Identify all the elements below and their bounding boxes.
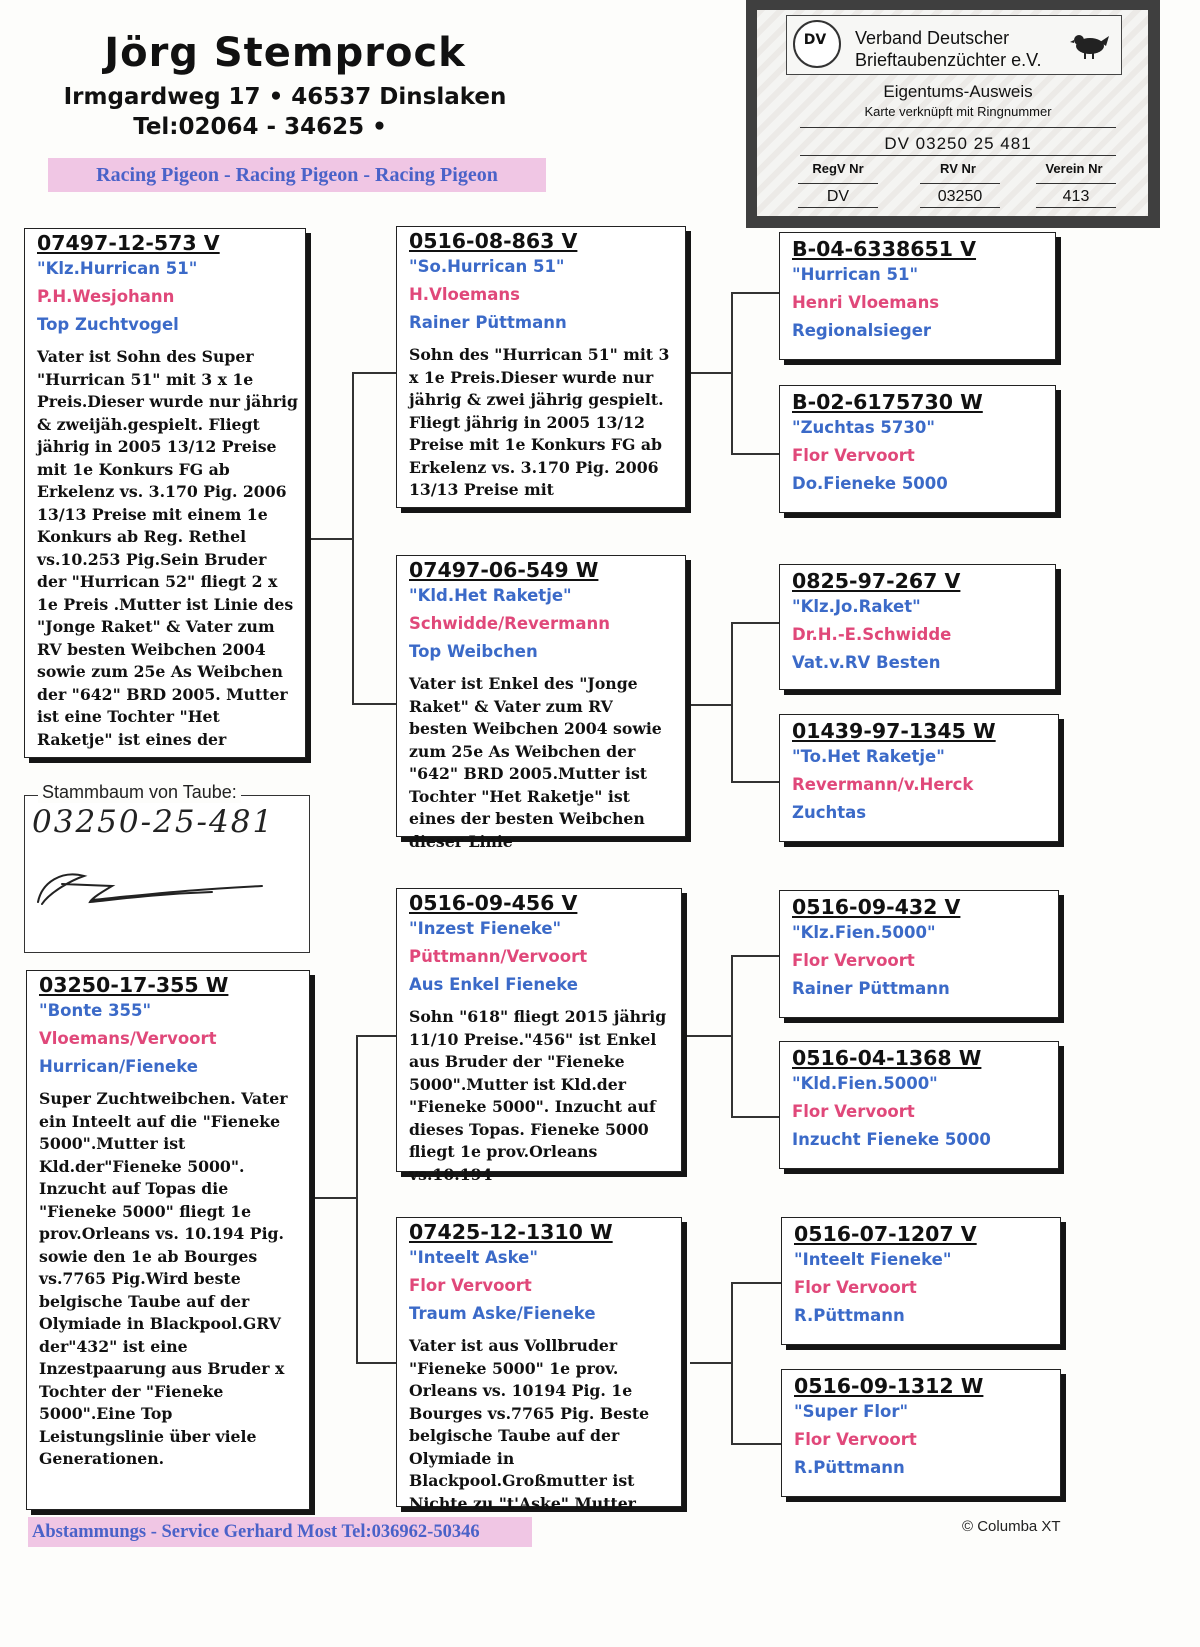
- connector-line: [356, 1035, 358, 1363]
- pigeon-name: "Inteelt Fieneke": [794, 1250, 952, 1269]
- org-name-line1: Verband Deutscher: [855, 28, 1010, 48]
- pedigree-box-dam: [26, 970, 310, 1510]
- stammbaum-label: Stammbaum von Taube:: [38, 782, 241, 803]
- copyright-notice: © Columba XT: [962, 1518, 1061, 1535]
- pigeon-note: Vat.v.RV Besten: [792, 653, 941, 672]
- connector-line: [731, 1282, 733, 1444]
- pigeon-icon: [1070, 26, 1110, 62]
- verein-value: 413: [1062, 188, 1090, 205]
- connector-line: [731, 955, 779, 957]
- pigeon-description: Sohn des "Hurrican 51" mit 3 x 1e Preis.Dieser wurde nur jährig & zwei jährig gespielt. Fliegt jährig in 2005 13/12 Preise mit 1e Konkurs FG ab Erkelenz vs. 3.170 Pig. 2006 13/13 Preise mit: [409, 345, 670, 499]
- pigeon-note: Do.Fieneke 5000: [792, 474, 948, 493]
- pigeon-note: R.Püttmann: [794, 1306, 905, 1325]
- ring-number: 0516-09-432 V: [792, 895, 961, 919]
- owner-name: Jörg Stemprock: [104, 30, 466, 76]
- connector-line: [690, 1362, 731, 1364]
- signature: [32, 862, 272, 912]
- connector-line: [686, 704, 731, 706]
- connector-line: [352, 372, 354, 704]
- ring-number: 01439-97-1345 W: [792, 719, 996, 743]
- connector-line: [356, 1035, 396, 1037]
- dv-logo-text: DV: [803, 32, 827, 48]
- racing-pigeon-banner: Racing Pigeon - Racing Pigeon - Racing Pigeon: [48, 158, 546, 192]
- pigeon-name: "Super Flor": [794, 1402, 909, 1421]
- breeder-name: Revermann/v.Herck: [792, 775, 974, 794]
- pedigree-box-gen3: [779, 714, 1059, 842]
- pedigree-box-gen3: [779, 564, 1056, 690]
- pigeon-note: Regionalsieger: [792, 321, 932, 340]
- id-card-title: Eigentums-Ausweis: [883, 82, 1033, 101]
- pigeon-note: Hurrican/Fieneke: [39, 1057, 198, 1076]
- ring-number: 0516-08-863 V: [409, 229, 578, 253]
- pigeon-name: "Inteelt Aske": [409, 1248, 538, 1267]
- pigeon-name: "Hurrican 51": [792, 265, 919, 284]
- pedigree-box-sire-dam: [396, 555, 686, 851]
- pigeon-name: "Klz.Jo.Raket": [792, 597, 921, 616]
- pigeon-note: Top Weibchen: [409, 642, 538, 661]
- pigeon-name: "Klz.Hurrican 51": [37, 259, 198, 278]
- breeder-name: Flor Vervoort: [794, 1278, 917, 1297]
- pigeon-note: Rainer Püttmann: [409, 313, 567, 332]
- card-divider: [800, 127, 1116, 128]
- col-header-regv: RegV Nr: [812, 161, 864, 176]
- ring-number: 0516-07-1207 V: [794, 1222, 977, 1246]
- pigeon-description: Vater ist Enkel des "Jonge Raket" & Vater zum RV besten Weibchen 2004 sowie zum 25e As Weibchen der "642" BRD 2005.Mutter ist Tochter "Het Raketje" ist eines der besten Weibchen dieser Linie: [409, 674, 662, 851]
- pigeon-name: "Klz.Fien.5000": [792, 923, 936, 942]
- org-name-line2: Brieftaubenzüchter e.V.: [855, 50, 1042, 70]
- breeder-name: H.Vloemans: [409, 285, 520, 304]
- ring-number: 07425-12-1310 W: [409, 1220, 613, 1244]
- pigeon-name: "Kld.Fien.5000": [792, 1074, 938, 1093]
- pigeon-note: Traum Aske/Fieneke: [409, 1304, 596, 1323]
- id-card-subtitle: Karte verknüpft mit Ringnummer: [864, 104, 1052, 119]
- regv-value: DV: [826, 188, 850, 205]
- connector-line: [356, 1362, 396, 1364]
- pedigree-box-dam-sire: [396, 888, 682, 1184]
- id-card-ring-number: DV 03250 25 481: [884, 134, 1032, 153]
- connector-line: [731, 955, 733, 1117]
- connector-line: [731, 292, 779, 294]
- pedigree-box-gen3: [779, 890, 1059, 1018]
- ring-number: 0516-09-456 V: [409, 891, 578, 915]
- connector-line: [731, 1116, 779, 1118]
- pigeon-name: "So.Hurrican 51": [409, 257, 565, 276]
- breeder-name: Püttmann/Vervoort: [409, 947, 588, 966]
- ring-number: B-02-6175730 W: [792, 390, 983, 414]
- ring-number: 0516-04-1368 W: [792, 1046, 982, 1070]
- pigeon-description: Vater ist Sohn des Super "Hurrican 51" mit 3 x 1e Preis.Dieser wurde nur jährig & zweijäh.gespielt. Fliegt jährig in 2005 13/12 Preise mit 1e Konkurs FG ab Erkelenz vs. 3.170 Pig. 2006 13/13 Preise mit einem 1e Konkurs ab Reg. Rethel vs.10.253 Pig.Sein Bruder der "Hurrican 52" fliegt 2 x 1e Preis .Mutter ist Linie des "Jonge Raket" & Vater zum RV besten Weibchen 2004 sowie zum 25e As Weibchen der "642" BRD 2005. Mutter ist eine Tochter "Het Raketje" ist eines der: [37, 347, 298, 749]
- card-divider: [798, 207, 878, 208]
- pigeon-note: Inzucht Fieneke 5000: [792, 1130, 991, 1149]
- breeder-name: Dr.H.-E.Schwidde: [792, 625, 952, 644]
- card-divider: [1036, 183, 1116, 184]
- pedigree-box-dam-dam: [396, 1217, 682, 1513]
- connector-line: [731, 622, 779, 624]
- breeder-name: Flor Vervoort: [792, 951, 915, 970]
- breeder-name: Schwidde/Revermann: [409, 614, 610, 633]
- breeder-name: Flor Vervoort: [409, 1276, 532, 1295]
- ring-number: 03250-17-355 W: [39, 973, 229, 997]
- pigeon-description: Vater ist aus Vollbruder "Fieneke 5000" 1e prov. Orleans vs. 10194 Pig. 1e Bourges vs.7765 Pig. Beste belgische Taube auf der Olymiade in Blackpool.Großmutter ist Nichte zu "t'Aske" Mutter: [409, 1336, 650, 1513]
- pedigree-service-banner: Abstammungs - Service Gerhard Most Tel:036962-50346: [28, 1517, 532, 1547]
- ring-number: B-04-6338651 V: [792, 237, 977, 261]
- connector-line: [352, 372, 396, 374]
- ring-number: 07497-06-549 W: [409, 558, 599, 582]
- ring-number: 0516-09-1312 W: [794, 1374, 984, 1398]
- card-divider: [920, 207, 1000, 208]
- pigeon-name: "To.Het Raketje": [792, 747, 945, 766]
- connector-line: [731, 292, 733, 454]
- col-header-verein: Verein Nr: [1045, 161, 1103, 176]
- connector-line: [731, 453, 779, 455]
- breeder-name: Vloemans/Vervoort: [39, 1029, 217, 1048]
- card-divider: [920, 183, 1000, 184]
- pigeon-description: Sohn "618" fliegt 2015 jährig 11/10 Preise."456" ist Enkel aus Bruder der "Fieneke 5000".Mutter ist Kld.der "Fieneke 5000". Inzucht auf dieses Topas. Fieneke 5000 fliegt 1e prov.Orleans vs.10.194: [409, 1007, 667, 1184]
- pedigree-box-gen3: [781, 1369, 1061, 1497]
- card-divider: [798, 183, 878, 184]
- connector-line: [731, 622, 733, 782]
- pigeon-name: "Kld.Het Raketje": [409, 586, 572, 605]
- pigeon-note: Rainer Püttmann: [792, 979, 950, 998]
- pedigree-box-gen3: [779, 232, 1056, 360]
- breeder-name: Henri Vloemans: [792, 293, 940, 312]
- pigeon-name: "Bonte 355": [39, 1001, 152, 1020]
- ring-number: 07497-12-573 V: [37, 231, 220, 255]
- pedigree-box-sire-sire: [396, 226, 686, 508]
- owner-phone: Tel:02064 - 34625 •: [133, 114, 387, 140]
- pigeon-note: Aus Enkel Fieneke: [409, 975, 578, 994]
- connector-line: [731, 781, 779, 783]
- pedigree-box-gen3: [779, 385, 1056, 513]
- stammbaum-ring-handwritten: 03250-25-481: [32, 804, 275, 840]
- connector-line: [686, 372, 731, 374]
- col-header-rv: RV Nr: [940, 161, 976, 176]
- breeder-name: Flor Vervoort: [792, 446, 915, 465]
- connector-line: [731, 1443, 781, 1445]
- pedigree-box-gen3: [781, 1217, 1061, 1345]
- pigeon-name: "Zuchtas 5730": [792, 418, 935, 437]
- breeder-name: P.H.Wesjohann: [37, 287, 175, 306]
- connector-line: [310, 1197, 356, 1199]
- rv-value: 03250: [937, 188, 983, 205]
- breeder-name: Flor Vervoort: [794, 1430, 917, 1449]
- breeder-name: Flor Vervoort: [792, 1102, 915, 1121]
- card-divider: [800, 155, 1116, 156]
- pedigree-box-sire: [24, 228, 306, 758]
- pigeon-name: "Inzest Fieneke": [409, 919, 562, 938]
- card-divider: [1036, 207, 1116, 208]
- pigeon-description: Super Zuchtweibchen. Vater ein Inteelt auf die "Fieneke 5000".Mutter ist Kld.der"Fieneke 5000". Inzucht auf Topas die "Fieneke 5000" fliegt 1e prov.Orleans vs. 10.194 Pig. sowie den 1e ab Bourges vs.7765 Pig.Wird beste belgische Taube auf der Olymiade in Blackpool.GRV der"432" ist eine Inzestpaarung aus Bruder x Tochter der "Fieneke 5000".Eine Top Leistungslinie über viele Generationen.: [39, 1089, 288, 1468]
- pigeon-note: Zuchtas: [792, 803, 867, 822]
- ring-number: 0825-97-267 V: [792, 569, 961, 593]
- connector-line: [306, 538, 352, 540]
- pigeon-note: Top Zuchtvogel: [37, 315, 179, 334]
- connector-line: [352, 703, 396, 705]
- pedigree-box-gen3: [779, 1041, 1059, 1169]
- connector-line: [731, 1282, 781, 1284]
- pigeon-note: R.Püttmann: [794, 1458, 905, 1477]
- connector-line: [686, 1035, 731, 1037]
- owner-address: Irmgardweg 17 • 46537 Dinslaken: [63, 84, 507, 110]
